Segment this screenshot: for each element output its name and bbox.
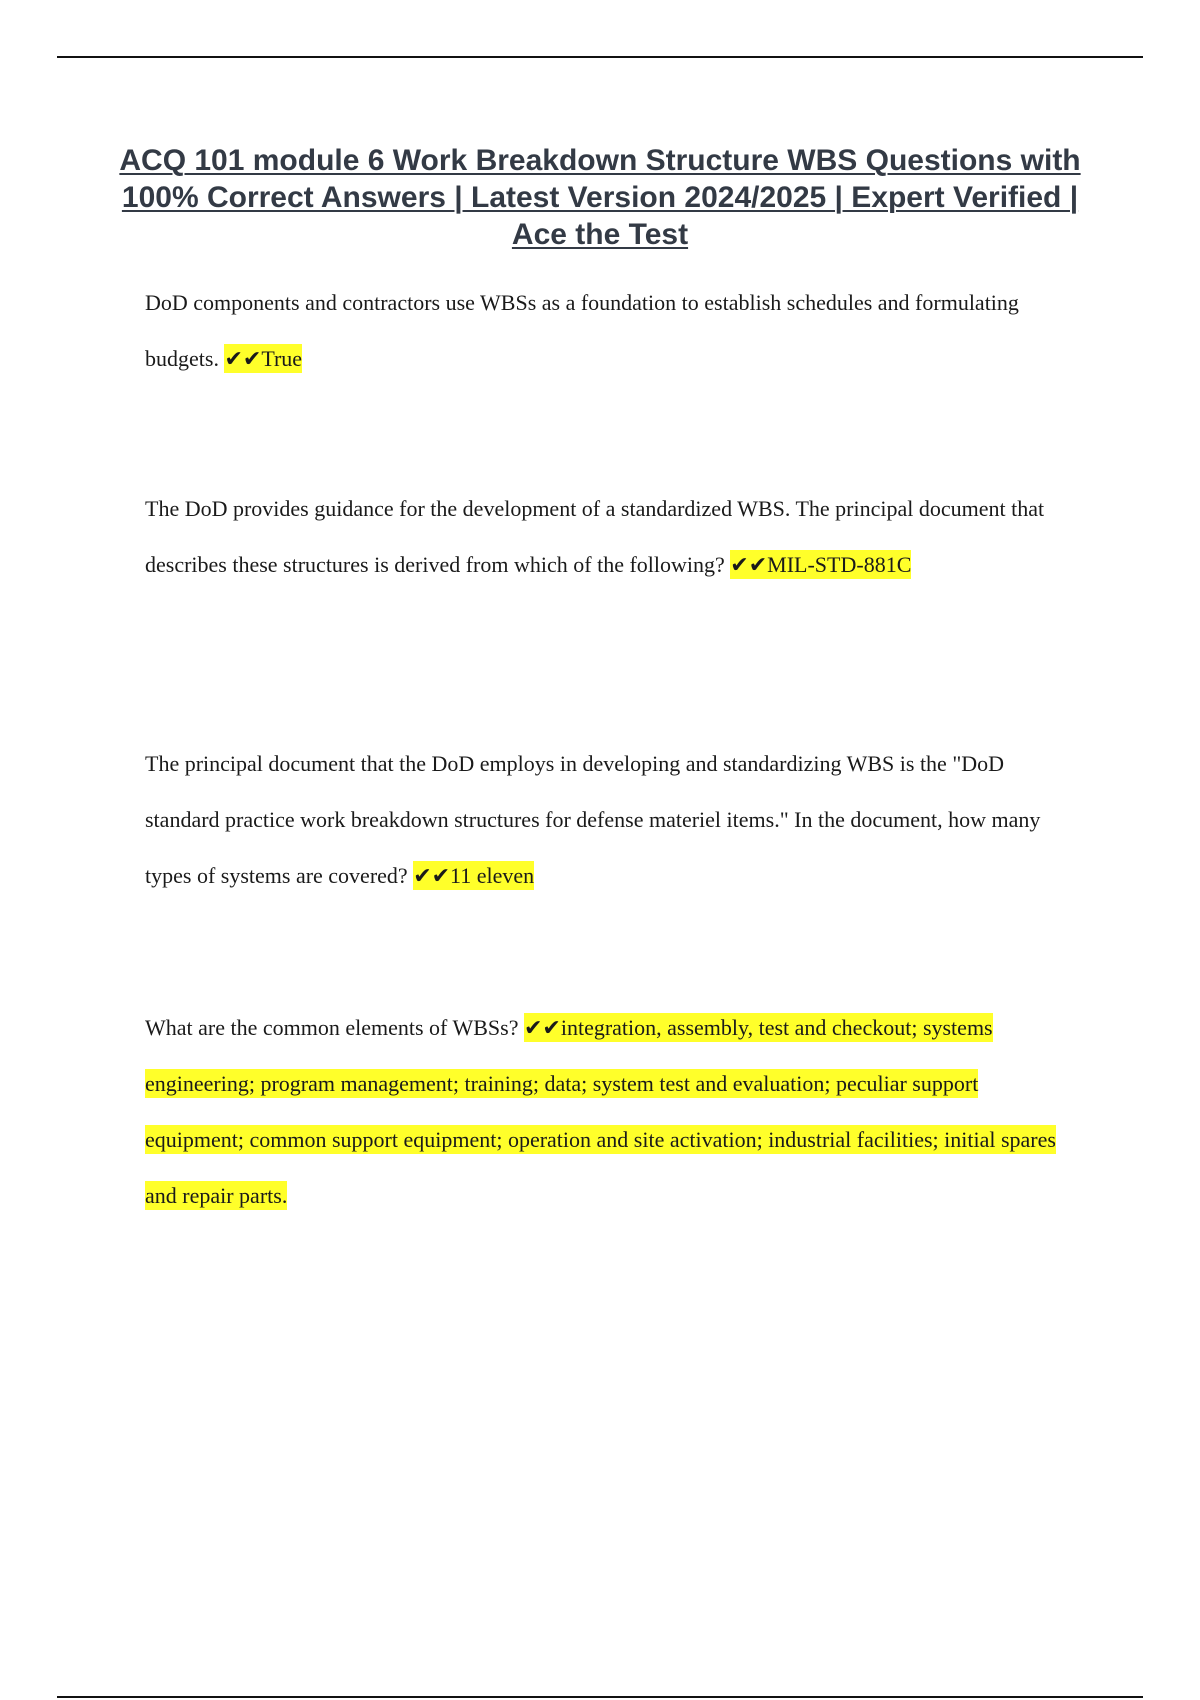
- answer-highlight: ✔✔True: [224, 346, 303, 371]
- question-text: The principal document that the DoD employs in developing and standardizing WBS is the "DoD standard practice work breakdown structures for defense materiel items." In the document, how many types of systems are covered?: [145, 751, 1041, 888]
- qa-item: [145, 275, 1075, 387]
- answer-highlight: ✔✔MIL-STD-881C: [730, 552, 912, 577]
- top-divider: [57, 56, 1143, 58]
- question-text: What are the common elements of WBSs?: [145, 1015, 519, 1040]
- answer-highlight: ✔✔11 eleven: [413, 863, 535, 888]
- qa-item: [145, 736, 1075, 904]
- document-title: ACQ 101 module 6 Work Breakdown Structure WBS Questions with 100% Correct Answers | Latest Version 2024/2025 | Expert Verified | Ace the Test: [119, 144, 1081, 251]
- qa-item: [145, 481, 1075, 593]
- question-text: The DoD provides guidance for the development of a standardized WBS. The principal document that describes these structures is derived from which of the following?: [145, 496, 1045, 577]
- qa-item: [145, 1000, 1075, 1224]
- question-text: DoD components and contractors use WBSs as a foundation to establish schedules and formulating budgets.: [145, 290, 1019, 371]
- bottom-divider: [57, 1696, 1143, 1698]
- answer-highlight: ✔✔integration, assembly, test and checkout; systems engineering; program management; training; data; system test and evaluation; peculiar support equipment; common support equipment; operation and site activation; industrial facilities; initial spares and repair parts.: [145, 1015, 1056, 1208]
